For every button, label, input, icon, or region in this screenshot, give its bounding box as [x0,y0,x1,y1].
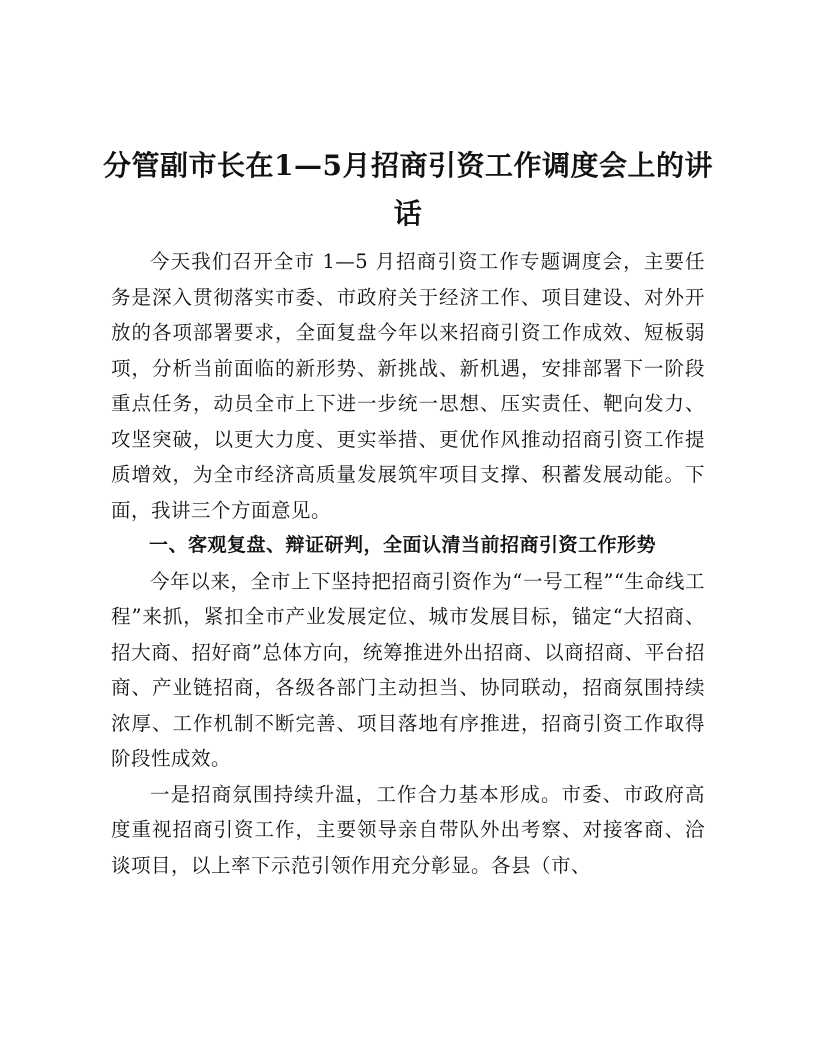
body-paragraph: 一是招商氛围持续升温，工作合力基本形成。市委、市政府高度重视招商引资工作，主要领导亲自带队外出考察、对接客商、洽谈项目，以上率下示范引领作用充分彰显。各县（市、 [111,782,705,877]
document-body [111,244,705,883]
section-heading: 一、客观复盘、辩证研判，全面认清当前招商引资工作形势 [149,534,657,556]
document-title: 分管副市长在1—5月招商引资工作调度会上的讲话 [103,149,713,230]
intro-paragraph: 今天我们召开全市 1—5 月招商引资工作专题调度会，主要任务是深入贯彻落实市委、市政府关于经济工作、项目建设、对外开放的各项部署要求，全面复盘今年以来招商引资工作成效、短板弱项，分析当前面临的新形势、新挑战、新机遇，安排部署下一阶段重点任务，动员全市上下进一步统一思想、压实责任、靶向发力、攻坚突破，以更大力度、更实举措、更优作风推动招商引资工作提质增效，为全市经济高质量发展筑牢项目支撑、积蓄发展动能。下面，我讲三个方面意见。 [111,250,705,522]
body-paragraph: 今年以来，全市上下坚持把招商引资作为“一号工程”“生命线工程”来抓，紧扣全市产业发展定位、城市发展目标，锚定“大招商、招大商、招好商”总体方向，统筹推进外出招商、以商招商、平台招商、产业链招商，各级各部门主动担当、协同联动，招商氛围持续浓厚、工作机制不断完善、项目落地有序推进，招商引资工作取得阶段性成效。 [111,569,705,770]
